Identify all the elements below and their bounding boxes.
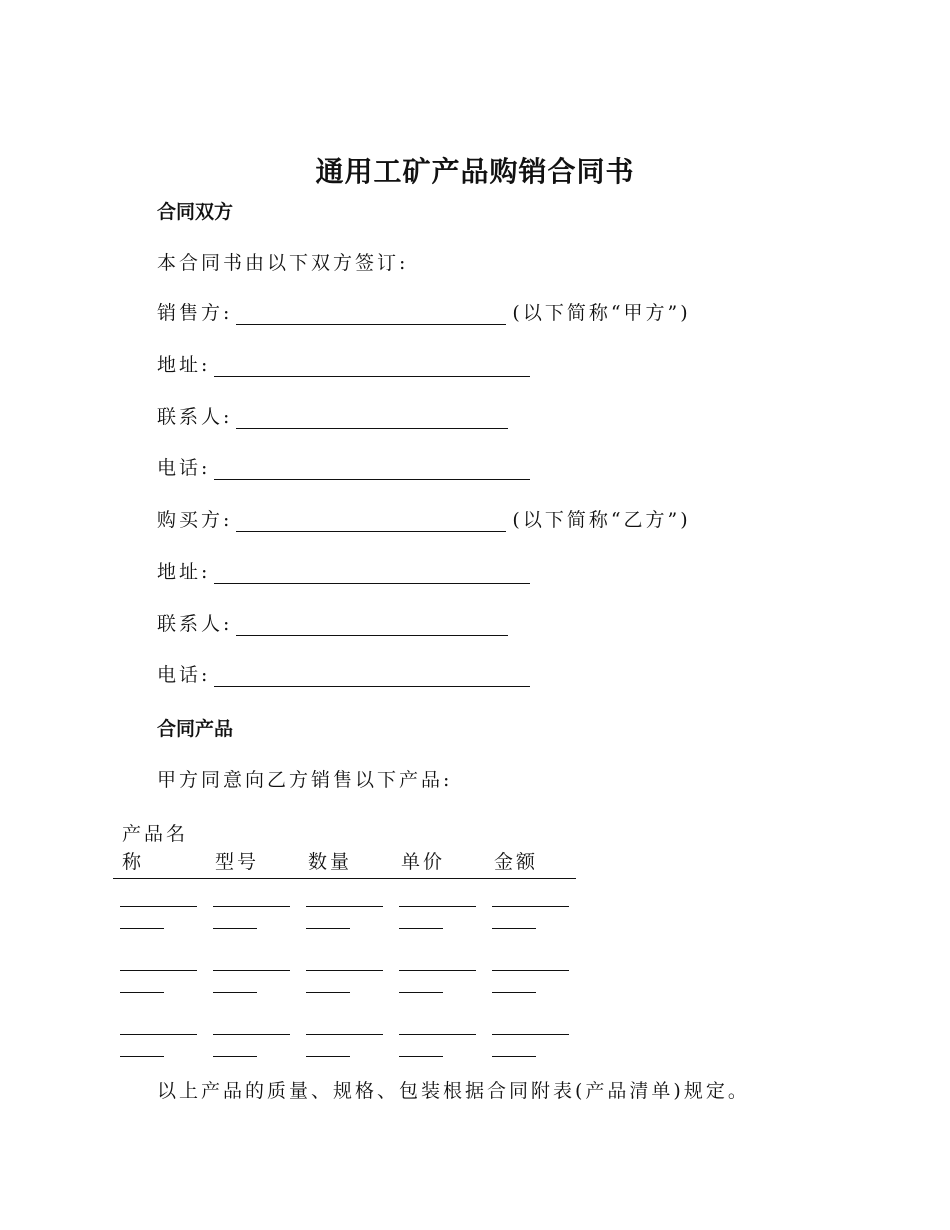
cell-product-name-cont — [120, 991, 164, 993]
cell-product-name-cont — [120, 927, 164, 929]
table-row-continuation — [113, 971, 576, 1007]
buyer-contact-label: 联系人: — [157, 613, 233, 635]
products-footer-note: 以上产品的质量、规格、包装根据合同附表(产品清单)规定。 — [157, 1080, 750, 1102]
document-title: 通用工矿产品购销合同书 — [315, 155, 635, 188]
cell-quantity-cont — [306, 991, 350, 993]
cell-model-cont — [213, 1055, 257, 1057]
buyer-contact-field — [157, 608, 514, 636]
cell-model-cont — [213, 927, 257, 929]
seller-label: 销售方: — [157, 302, 233, 324]
seller-phone-blank[interactable] — [214, 457, 530, 480]
products-intro: 甲方同意向乙方销售以下产品: — [157, 769, 453, 791]
seller-name-field — [157, 297, 691, 325]
table-row — [113, 1007, 576, 1035]
seller-contact-field — [157, 401, 514, 429]
section-heading-products: 合同产品 — [157, 718, 234, 740]
seller-address-label: 地址: — [157, 354, 211, 376]
buyer-phone-field — [157, 659, 536, 687]
seller-address-blank[interactable] — [214, 354, 530, 377]
buyer-address-blank[interactable] — [214, 561, 530, 584]
header-unit-price: 单价 — [401, 851, 446, 873]
seller-contact-label: 联系人: — [157, 406, 233, 428]
cell-quantity-cont — [306, 927, 350, 929]
table-row — [113, 943, 576, 971]
header-product-name: 产品名称 — [122, 823, 189, 873]
section-heading-parties: 合同双方 — [157, 201, 234, 223]
table-row-continuation — [113, 907, 576, 943]
buyer-name-field — [157, 504, 691, 532]
parties-intro: 本合同书由以下双方签订: — [157, 252, 409, 274]
buyer-label: 购买方: — [157, 509, 233, 531]
cell-amount-cont — [492, 927, 536, 929]
product-table-header — [113, 820, 576, 879]
buyer-alias: (以下简称“乙方”) — [512, 509, 691, 531]
seller-alias: (以下简称“甲方”) — [512, 302, 691, 324]
cell-model-cont — [213, 991, 257, 993]
buyer-address-label: 地址: — [157, 561, 211, 583]
cell-unit-price-cont — [399, 927, 443, 929]
cell-quantity-cont — [306, 1055, 350, 1057]
header-model: 型号 — [215, 851, 260, 873]
buyer-phone-label: 电话: — [157, 664, 211, 686]
cell-amount-cont — [492, 991, 536, 993]
product-table-body — [113, 879, 576, 1071]
seller-contact-blank[interactable] — [236, 406, 508, 429]
seller-address-field — [157, 349, 536, 377]
buyer-phone-blank[interactable] — [214, 664, 530, 687]
buyer-contact-blank[interactable] — [236, 613, 508, 636]
buyer-address-field — [157, 556, 536, 584]
table-row — [113, 879, 576, 907]
header-amount: 金额 — [494, 851, 539, 873]
cell-unit-price-cont — [399, 991, 443, 993]
product-table — [113, 820, 576, 1071]
seller-phone-field — [157, 452, 536, 480]
cell-amount-cont — [492, 1055, 536, 1057]
cell-product-name-cont — [120, 1055, 164, 1057]
table-row-continuation — [113, 1035, 576, 1071]
seller-name-blank[interactable] — [236, 302, 506, 325]
header-quantity: 数量 — [308, 851, 353, 873]
buyer-name-blank[interactable] — [236, 509, 506, 532]
cell-unit-price-cont — [399, 1055, 443, 1057]
seller-phone-label: 电话: — [157, 457, 211, 479]
